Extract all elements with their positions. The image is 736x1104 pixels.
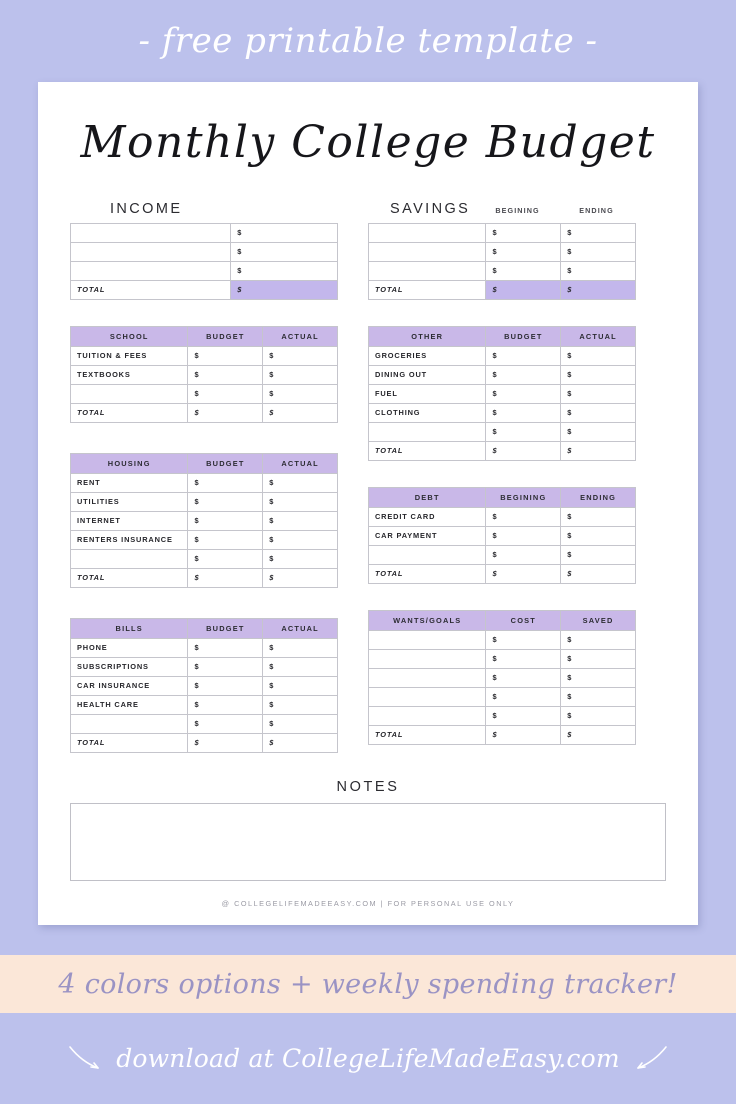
school-row-label[interactable]: TUITION & FEES — [71, 346, 188, 365]
other-row-label[interactable]: DINING OUT — [369, 365, 486, 384]
income-section — [70, 195, 338, 300]
bills-header-2: BUDGET — [188, 618, 263, 638]
table-row[interactable] — [71, 657, 338, 676]
table-row[interactable] — [369, 346, 636, 365]
peach-banner-text: 4 colors options + weekly spending tracker! — [58, 968, 678, 1000]
income-table-body — [71, 223, 338, 299]
wants-goals-row-value-2[interactable]: $ — [561, 687, 636, 706]
other-row-label[interactable] — [369, 422, 486, 441]
bills-row-value-1[interactable]: $ — [188, 676, 263, 695]
bills-row-value-2[interactable]: $ — [263, 695, 338, 714]
housing-total-value-1[interactable]: $ — [188, 568, 263, 587]
school-table-body — [71, 346, 338, 422]
peach-banner — [0, 955, 736, 1013]
school-total-value-1[interactable]: $ — [188, 403, 263, 422]
table-row[interactable] — [71, 549, 338, 568]
housing-row-label[interactable]: INTERNET — [71, 511, 188, 530]
savings-row-ending[interactable]: $ — [561, 261, 636, 280]
savings-total-row[interactable] — [369, 280, 636, 299]
savings-heading-row — [368, 195, 636, 217]
savings-row-begining[interactable]: $ — [486, 242, 561, 261]
housing-row-value-1[interactable]: $ — [188, 549, 263, 568]
savings-subhead-begining: BEGINING — [495, 205, 540, 215]
wants-goals-row-label[interactable] — [369, 687, 486, 706]
other-row-label[interactable]: GROCERIES — [369, 346, 486, 365]
debt-row-value-2[interactable]: $ — [561, 526, 636, 545]
bills-table — [70, 618, 338, 753]
other-total-row[interactable] — [369, 441, 636, 460]
school-header-1: SCHOOL — [71, 326, 188, 346]
income-savings-row — [70, 195, 666, 300]
bills-row-value-1[interactable]: $ — [188, 714, 263, 733]
category-column-left — [70, 326, 338, 753]
bills-table-body — [71, 638, 338, 752]
wants-goals-row-value-1[interactable]: $ — [486, 649, 561, 668]
wants-goals-row-value-1[interactable]: $ — [486, 687, 561, 706]
debt-row-value-2[interactable]: $ — [561, 507, 636, 526]
table-row[interactable] — [71, 384, 338, 403]
wants-goals-row-value-1[interactable]: $ — [486, 630, 561, 649]
housing-table-body — [71, 473, 338, 587]
income-heading-row — [70, 195, 338, 217]
housing-row-value-2[interactable]: $ — [263, 530, 338, 549]
table-row[interactable] — [369, 526, 636, 545]
top-banner-text: - free printable template - — [138, 21, 598, 61]
arrow-right-icon — [634, 1044, 668, 1074]
school-row-value-2[interactable]: $ — [263, 346, 338, 365]
savings-total-ending[interactable]: $ — [561, 280, 636, 299]
wants-goals-table-body — [369, 630, 636, 744]
housing-header-row — [71, 453, 338, 473]
table-row[interactable] — [369, 649, 636, 668]
income-total-amount[interactable]: $ — [231, 280, 338, 299]
school-row-value-1[interactable]: $ — [188, 346, 263, 365]
savings-row-begining[interactable]: $ — [486, 223, 561, 242]
table-row[interactable] — [369, 261, 636, 280]
table-row[interactable] — [369, 687, 636, 706]
debt-row-label[interactable] — [369, 545, 486, 564]
notes-input[interactable] — [70, 803, 666, 881]
wants-goals-row-value-2[interactable]: $ — [561, 630, 636, 649]
income-total-label[interactable]: TOTAL — [71, 280, 231, 299]
table-row[interactable] — [71, 511, 338, 530]
housing-header-2: BUDGET — [188, 453, 263, 473]
savings-subheads — [470, 206, 636, 217]
other-row-value-1[interactable]: $ — [486, 346, 561, 365]
school-row-label[interactable]: TEXTBOOKS — [71, 365, 188, 384]
school-table — [70, 326, 338, 423]
table-row[interactable] — [71, 242, 338, 261]
debt-total-label[interactable]: TOTAL — [369, 564, 486, 583]
table-row[interactable] — [71, 676, 338, 695]
bills-row-value-2[interactable]: $ — [263, 638, 338, 657]
debt-total-row[interactable] — [369, 564, 636, 583]
school-total-row[interactable] — [71, 403, 338, 422]
debt-row-value-1[interactable]: $ — [486, 545, 561, 564]
debt-total-value-1[interactable]: $ — [486, 564, 561, 583]
school-row-value-2[interactable]: $ — [263, 384, 338, 403]
table-row[interactable] — [71, 223, 338, 242]
bottom-banner — [0, 1013, 736, 1104]
debt-row-label[interactable]: CREDIT CARD — [369, 507, 486, 526]
other-row-value-1[interactable]: $ — [486, 422, 561, 441]
school-total-label[interactable]: TOTAL — [71, 403, 188, 422]
other-header-1: OTHER — [369, 326, 486, 346]
bills-row-label[interactable]: HEALTH CARE — [71, 695, 188, 714]
housing-row-value-1[interactable]: $ — [188, 511, 263, 530]
income-table — [70, 223, 338, 300]
table-row[interactable] — [369, 384, 636, 403]
wants-goals-row-value-1[interactable]: $ — [486, 706, 561, 725]
wants-goals-header-1: WANTS/GOALS — [369, 610, 486, 630]
other-total-label[interactable]: TOTAL — [369, 441, 486, 460]
other-row-value-2[interactable]: $ — [561, 365, 636, 384]
bills-header-1: BILLS — [71, 618, 188, 638]
school-row-label[interactable] — [71, 384, 188, 403]
bills-header-3: ACTUAL — [263, 618, 338, 638]
savings-table-body — [369, 223, 636, 299]
table-row[interactable] — [369, 668, 636, 687]
bills-row-value-1[interactable]: $ — [188, 695, 263, 714]
school-row-value-2[interactable]: $ — [263, 365, 338, 384]
savings-subhead-ending: ENDING — [579, 205, 614, 215]
other-row-value-1[interactable]: $ — [486, 384, 561, 403]
bills-row-label[interactable]: SUBSCRIPTIONS — [71, 657, 188, 676]
bills-row-label[interactable] — [71, 714, 188, 733]
housing-row-label[interactable] — [71, 549, 188, 568]
wants-goals-row-value-2[interactable]: $ — [561, 706, 636, 725]
income-row-amount[interactable]: $ — [231, 242, 338, 261]
sheet-footer: @ COLLEGELIFEMADEEASY.COM | FOR PERSONAL USE ONLY — [221, 898, 515, 908]
housing-row-label[interactable]: RENT — [71, 473, 188, 492]
bills-row-label[interactable]: CAR INSURANCE — [71, 676, 188, 695]
housing-row-label[interactable]: UTILITIES — [71, 492, 188, 511]
other-table-body — [369, 346, 636, 460]
other-row-value-1[interactable]: $ — [486, 403, 561, 422]
other-row-value-1[interactable]: $ — [486, 365, 561, 384]
table-row[interactable] — [369, 422, 636, 441]
other-row-value-2[interactable]: $ — [561, 403, 636, 422]
school-row-value-1[interactable]: $ — [188, 384, 263, 403]
debt-row-value-2[interactable]: $ — [561, 545, 636, 564]
wants-goals-header-3: SAVED — [561, 610, 636, 630]
school-header-row — [71, 326, 338, 346]
other-row-value-2[interactable]: $ — [561, 346, 636, 365]
savings-row-ending[interactable]: $ — [561, 242, 636, 261]
table-row[interactable] — [71, 695, 338, 714]
other-row-label[interactable]: FUEL — [369, 384, 486, 403]
bills-row-value-2[interactable]: $ — [263, 714, 338, 733]
debt-table — [368, 487, 636, 584]
other-row-value-2[interactable]: $ — [561, 384, 636, 403]
bills-total-value-1[interactable]: $ — [188, 733, 263, 752]
category-column-right — [368, 326, 636, 753]
notes-title: NOTES — [336, 778, 400, 795]
table-row[interactable] — [71, 492, 338, 511]
housing-row-value-1[interactable]: $ — [188, 530, 263, 549]
income-row-label[interactable] — [71, 261, 231, 280]
table-row[interactable] — [369, 403, 636, 422]
housing-row-value-2[interactable]: $ — [263, 511, 338, 530]
table-row[interactable] — [71, 261, 338, 280]
other-header-3: ACTUAL — [561, 326, 636, 346]
table-row[interactable] — [369, 706, 636, 725]
housing-table — [70, 453, 338, 588]
savings-row-label[interactable] — [369, 223, 486, 242]
wants-goals-total-label[interactable]: TOTAL — [369, 725, 486, 744]
bills-header-row — [71, 618, 338, 638]
housing-total-label[interactable]: TOTAL — [71, 568, 188, 587]
bills-row-value-1[interactable]: $ — [188, 657, 263, 676]
income-row-amount[interactable]: $ — [231, 261, 338, 280]
table-row[interactable] — [71, 473, 338, 492]
bills-row-value-2[interactable]: $ — [263, 676, 338, 695]
housing-total-row[interactable] — [71, 568, 338, 587]
housing-row-value-2[interactable]: $ — [263, 473, 338, 492]
debt-row-value-1[interactable]: $ — [486, 526, 561, 545]
other-header-row — [369, 326, 636, 346]
bottom-banner-text: download at CollegeLifeMadeEasy.com — [116, 1044, 620, 1073]
school-header-2: BUDGET — [188, 326, 263, 346]
bills-total-row[interactable] — [71, 733, 338, 752]
savings-title: SAVINGS — [390, 200, 471, 217]
debt-total-value-2[interactable]: $ — [561, 564, 636, 583]
savings-row-label[interactable] — [369, 261, 486, 280]
table-row[interactable] — [369, 223, 636, 242]
table-row[interactable] — [369, 545, 636, 564]
debt-header-2: BEGINING — [486, 487, 561, 507]
housing-header-3: ACTUAL — [263, 453, 338, 473]
debt-header-3: ENDING — [561, 487, 636, 507]
bills-row-value-1[interactable]: $ — [188, 638, 263, 657]
income-total-row[interactable] — [71, 280, 338, 299]
school-row-value-1[interactable]: $ — [188, 365, 263, 384]
other-total-value-2[interactable]: $ — [561, 441, 636, 460]
wants-goals-row-value-2[interactable]: $ — [561, 668, 636, 687]
housing-row-value-1[interactable]: $ — [188, 473, 263, 492]
income-title: INCOME — [110, 200, 183, 217]
housing-row-value-2[interactable]: $ — [263, 492, 338, 511]
table-row[interactable] — [369, 365, 636, 384]
savings-total-label[interactable]: TOTAL — [369, 280, 486, 299]
wants-goals-row-value-1[interactable]: $ — [486, 668, 561, 687]
savings-total-begining[interactable]: $ — [486, 280, 561, 299]
table-row[interactable] — [369, 507, 636, 526]
debt-row-label[interactable]: CAR PAYMENT — [369, 526, 486, 545]
housing-header-1: HOUSING — [71, 453, 188, 473]
savings-row-label[interactable] — [369, 242, 486, 261]
wants-goals-row-label[interactable] — [369, 649, 486, 668]
table-row[interactable] — [71, 638, 338, 657]
savings-table — [368, 223, 636, 300]
table-row[interactable] — [71, 365, 338, 384]
wants-goals-total-value-2[interactable]: $ — [561, 725, 636, 744]
arrow-left-icon — [68, 1044, 102, 1074]
bills-row-value-2[interactable]: $ — [263, 657, 338, 676]
wants-goals-row-label[interactable] — [369, 668, 486, 687]
housing-row-value-1[interactable]: $ — [188, 492, 263, 511]
wants-goals-table — [368, 610, 636, 745]
wants-goals-row-label[interactable] — [369, 630, 486, 649]
printable-sheet — [38, 82, 698, 925]
wants-goals-header-2: COST — [486, 610, 561, 630]
table-row[interactable] — [369, 242, 636, 261]
income-row-label[interactable] — [71, 223, 231, 242]
other-row-value-2[interactable]: $ — [561, 422, 636, 441]
income-row-label[interactable] — [71, 242, 231, 261]
table-row[interactable] — [71, 346, 338, 365]
page-title: Monthly College Budget — [80, 117, 656, 168]
table-row[interactable] — [71, 714, 338, 733]
debt-table-body — [369, 507, 636, 583]
bills-total-label[interactable]: TOTAL — [71, 733, 188, 752]
other-table — [368, 326, 636, 461]
other-row-label[interactable]: CLOTHING — [369, 403, 486, 422]
school-total-value-2[interactable]: $ — [263, 403, 338, 422]
other-header-2: BUDGET — [486, 326, 561, 346]
table-row[interactable] — [71, 530, 338, 549]
school-header-3: ACTUAL — [263, 326, 338, 346]
wants-goals-total-value-1[interactable]: $ — [486, 725, 561, 744]
income-row-amount[interactable]: $ — [231, 223, 338, 242]
other-total-value-1[interactable]: $ — [486, 441, 561, 460]
debt-row-value-1[interactable]: $ — [486, 507, 561, 526]
table-row[interactable] — [369, 630, 636, 649]
bills-row-label[interactable]: PHONE — [71, 638, 188, 657]
savings-row-begining[interactable]: $ — [486, 261, 561, 280]
housing-row-value-2[interactable]: $ — [263, 549, 338, 568]
category-tables-row — [70, 326, 666, 753]
debt-header-row — [369, 487, 636, 507]
wants-goals-row-value-2[interactable]: $ — [561, 649, 636, 668]
debt-header-1: DEBT — [369, 487, 486, 507]
wants-goals-row-label[interactable] — [369, 706, 486, 725]
bills-total-value-2[interactable]: $ — [263, 733, 338, 752]
savings-row-ending[interactable]: $ — [561, 223, 636, 242]
savings-section — [368, 195, 636, 300]
wants-goals-total-row[interactable] — [369, 725, 636, 744]
housing-row-label[interactable]: RENTERS INSURANCE — [71, 530, 188, 549]
housing-total-value-2[interactable]: $ — [263, 568, 338, 587]
wants-goals-header-row — [369, 610, 636, 630]
top-banner — [0, 0, 736, 82]
